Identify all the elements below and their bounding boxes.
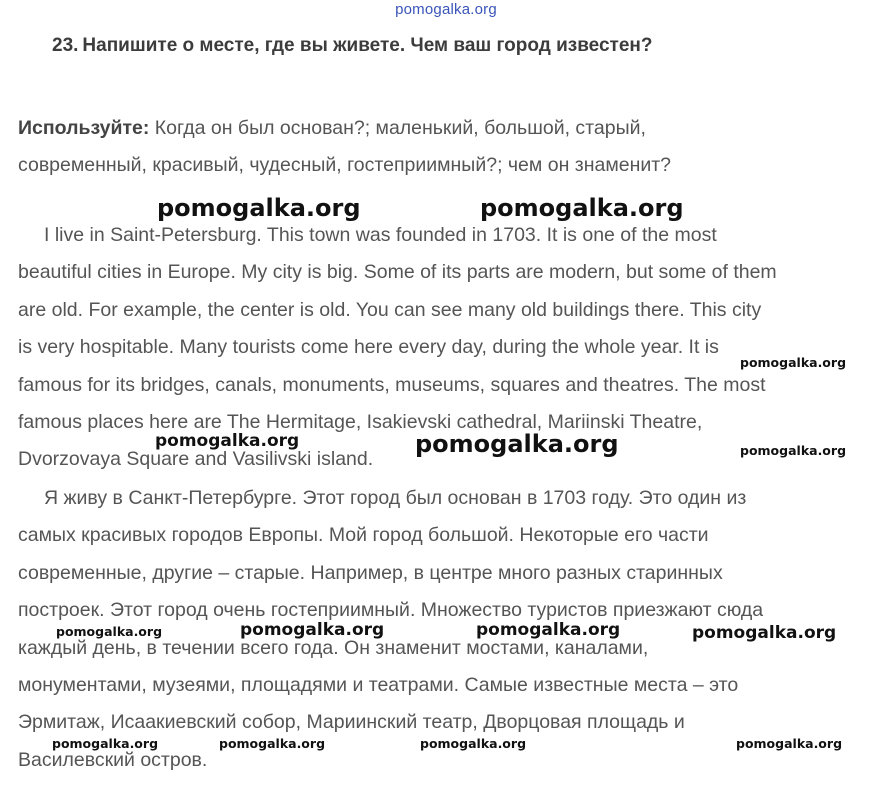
watermark: pomogalka.org <box>740 355 847 370</box>
en-line: beautiful cities in Europe. My city is big. Some of its parts are modern, but some of them <box>18 261 777 284</box>
en-line: is very hospitable. Many tourists come here every day, during the whole year. It is <box>18 336 719 359</box>
en-line: are old. For example, the center is old. You can see many old buildings there. This city <box>18 298 762 321</box>
task-question: Напишите о месте, где вы живете. Чем ваш город известен? <box>82 35 653 56</box>
watermark: pomogalka.org <box>56 624 163 639</box>
task-title <box>52 35 652 57</box>
watermark: pomogalka.org <box>155 431 300 451</box>
en-line: famous for its bridges, canals, monuments, museums, squares and theatres. The most <box>18 373 766 396</box>
en-line: Dvorzovaya Square and Vasilivski island. <box>18 448 374 471</box>
watermark: pomogalka.org <box>52 736 159 751</box>
en-line: I live in Saint-Petersburg. This town was founded in 1703. It is one of the most <box>44 224 717 246</box>
watermark: pomogalka.org <box>692 623 837 643</box>
ru-line: Василевский остров. <box>18 748 208 771</box>
watermark: pomogalka.org <box>420 736 527 751</box>
use-label: Используйте: <box>18 117 150 139</box>
en-line: famous places here are The Hermitage, Isakievski cathedral, Mariinski Theatre, <box>18 411 703 434</box>
watermark: pomogalka.org <box>219 736 326 751</box>
watermark: pomogalka.org <box>480 194 684 222</box>
watermark: pomogalka.org <box>736 736 843 751</box>
ru-line: Я живу в Санкт-Петербурге. Этот город был основан в 1703 году. Это один из <box>44 487 747 509</box>
watermark: pomogalka.org <box>476 620 621 640</box>
header-watermark: pomogalka.org <box>395 1 497 18</box>
use-line-1: Когда он был основан?; маленький, большой, старый, <box>154 117 646 139</box>
watermark: pomogalka.org <box>415 430 619 458</box>
use-line-2: современный, красивый, чудесный, гостеприимный?; чем он знаменит? <box>18 154 672 176</box>
watermark: pomogalka.org <box>157 194 361 222</box>
ru-line: монументами, музеями, площадями и театрами. Самые известные места – это <box>18 674 739 697</box>
ru-line: каждый день, в течении всего года. Он знаменит мостами, каналами, <box>18 636 649 659</box>
watermark: pomogalka.org <box>740 443 847 458</box>
task-number: 23. <box>52 35 79 56</box>
watermark: pomogalka.org <box>240 620 385 640</box>
ru-line: построек. Этот город очень гостеприимный. Множество туристов приезжают сюда <box>18 599 764 622</box>
ru-line: Эрмитаж, Исаакиевский собор, Мариинский театр, Дворцовая площадь и <box>18 711 685 734</box>
use-hint <box>18 110 878 184</box>
ru-line: современные, другие – старые. Например, в центре много разных старинных <box>18 561 723 584</box>
ru-line: самых красивых городов Европы. Мой город большой. Некоторые его части <box>18 524 709 547</box>
